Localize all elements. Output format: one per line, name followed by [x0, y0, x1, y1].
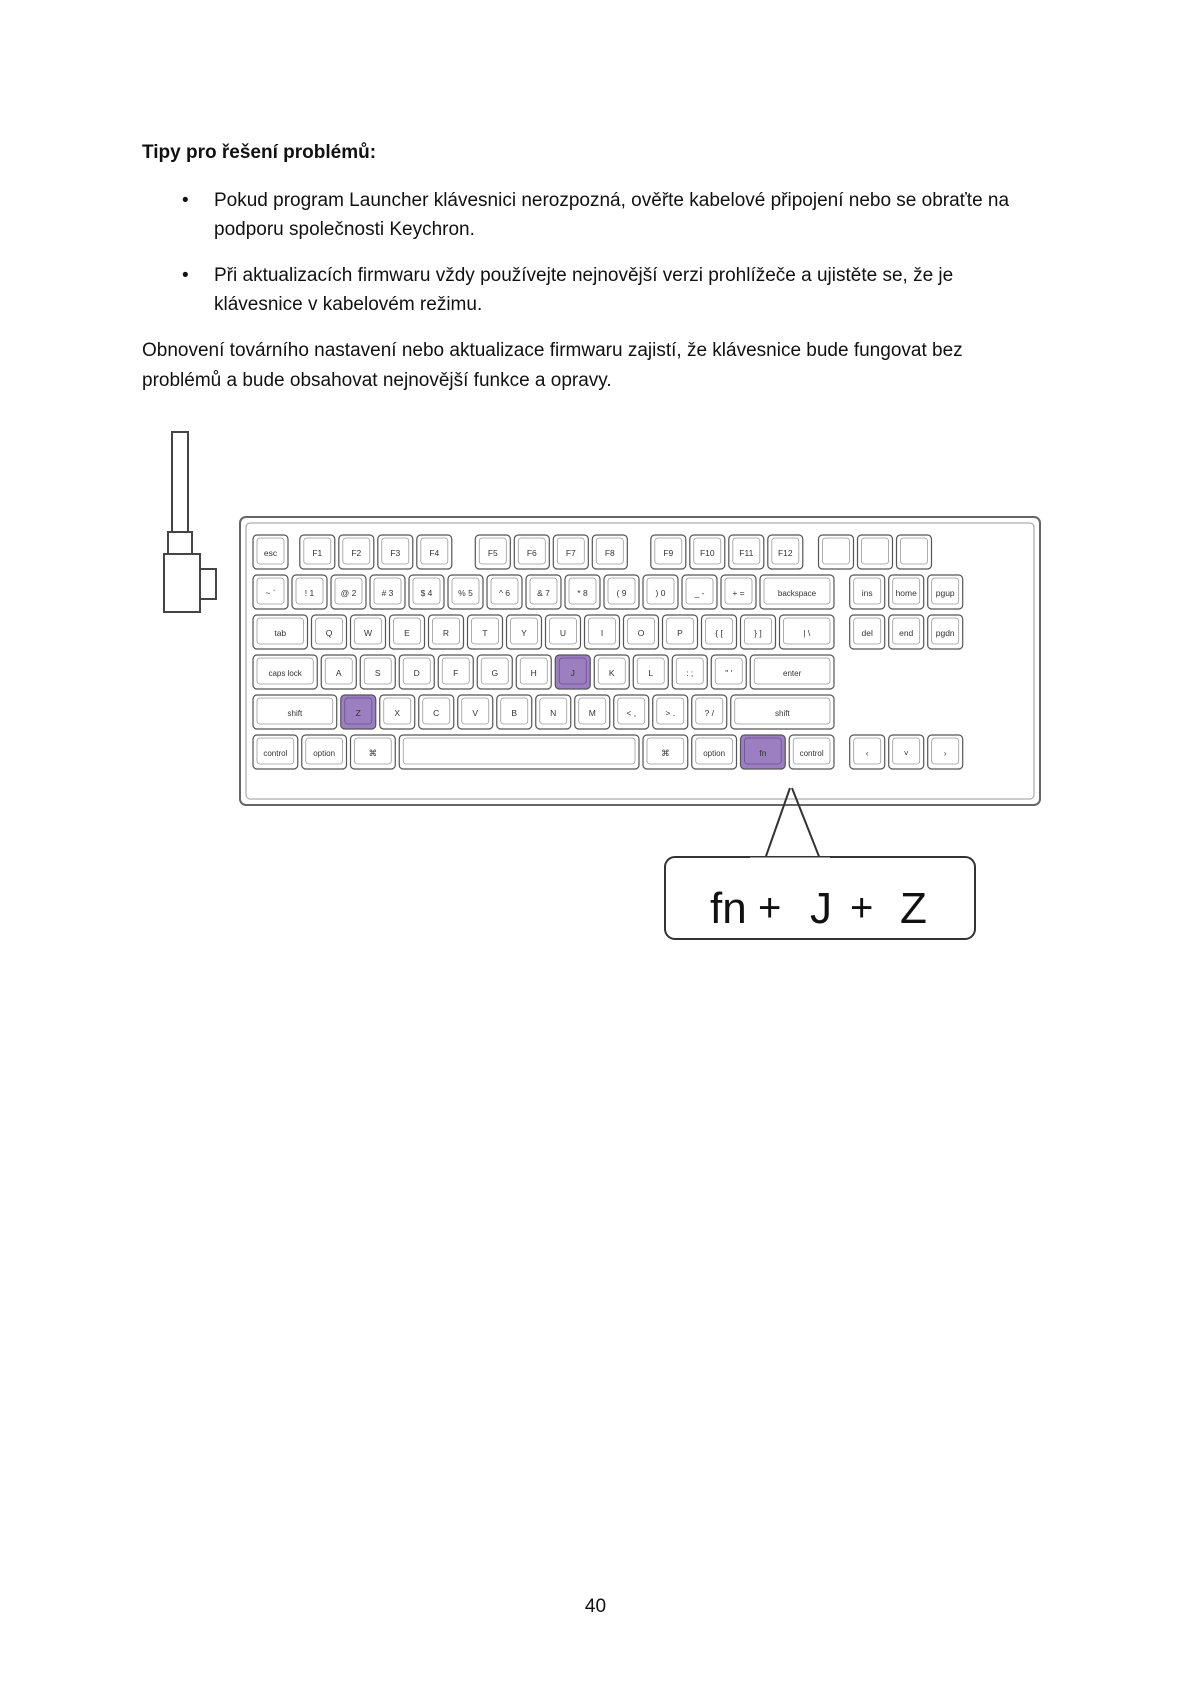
key-label: caps lock: [268, 669, 302, 678]
key-label: fn: [759, 748, 767, 758]
key-label: * 8: [577, 588, 588, 598]
key-label: enter: [783, 669, 802, 678]
key-label: P: [677, 628, 683, 638]
key-label: shift: [287, 709, 303, 718]
key-label: X: [394, 708, 401, 718]
key-label: end: [899, 628, 914, 638]
key-label: U: [559, 628, 567, 638]
key-label: $ 4: [420, 588, 433, 598]
key-label: | \: [803, 628, 811, 638]
key-label: F8: [604, 548, 615, 558]
combo-plus: +: [758, 886, 782, 930]
combo-key-fn: fn: [710, 884, 747, 933]
key-label: I: [600, 628, 604, 638]
key-label: F4: [429, 548, 440, 558]
key-label: ˅: [903, 748, 909, 758]
key-label: W: [363, 628, 373, 638]
combo-key-j: J: [810, 884, 832, 933]
key-label: T: [482, 628, 488, 638]
key-label: shift: [775, 709, 790, 718]
key-label: L: [648, 668, 654, 678]
key-label: E: [404, 628, 410, 638]
key-label: M: [588, 708, 596, 718]
key-label: @ 2: [340, 588, 357, 598]
bullet-icon: •: [182, 265, 189, 286]
key-label: F: [453, 668, 459, 678]
key-label: F9: [663, 548, 674, 558]
key-label: R: [442, 628, 450, 638]
key-label: G: [491, 668, 499, 678]
key-label: % 5: [458, 588, 473, 598]
key-label: A: [335, 668, 342, 678]
key-label: ! 1: [304, 588, 315, 598]
tip-text: Při aktualizacích firmwaru vždy používejte nejnovější verzi prohlížeče a ujistěte se, že je klávesnice v kabelovém režimu.: [214, 265, 954, 315]
key-label: O: [637, 628, 645, 638]
key-label: S: [374, 668, 381, 678]
page-number: 40: [584, 1596, 607, 1617]
key-label: Z: [355, 708, 361, 718]
key-label: + =: [732, 588, 745, 598]
key-label: : ;: [686, 668, 694, 678]
key-label: F2: [351, 548, 362, 558]
key-label: option: [703, 749, 726, 758]
tip-text: Pokud program Launcher klávesnici nerozpozná, ověřte kabelové připojení nebo se obraťte na podporu společnosti Keychron.: [214, 190, 1010, 240]
usb-cable-icon: [164, 432, 216, 612]
section-heading: Tipy pro řešení problémů:: [142, 142, 377, 163]
key-label: B: [511, 708, 518, 718]
key-label: F10: [699, 548, 715, 558]
key-label: _ -: [694, 588, 705, 598]
key-label: F11: [739, 548, 754, 558]
key-label: ( 9: [616, 588, 627, 598]
key-label: C: [433, 708, 440, 718]
key-label: } ]: [754, 628, 762, 638]
summary-paragraph: Obnovení továrního nastavení nebo aktualizace firmwaru zajistí, že klávesnice bude fungovat bez problémů a bude obsahovat nejnovější funkce a opravy.: [142, 340, 963, 391]
key-label: < ,: [626, 708, 637, 718]
key-label: esc: [263, 548, 278, 558]
key-label: ~ `: [265, 588, 276, 598]
bullet-icon: •: [182, 190, 189, 211]
list-item: [142, 186, 1042, 244]
key-label: ⌘: [368, 748, 378, 758]
combo-key-z: Z: [900, 884, 927, 933]
key-label: home: [895, 588, 917, 598]
key-label: backspace: [777, 589, 817, 598]
key-label: ? /: [704, 708, 714, 718]
key-label: pgup: [935, 588, 955, 598]
key-label: F1: [312, 548, 323, 558]
key-label: control: [799, 749, 824, 758]
key-label: F7: [565, 548, 576, 558]
key-label: control: [263, 749, 288, 758]
key-label: F5: [487, 548, 498, 558]
key-label: ^ 6: [498, 588, 511, 598]
key-label: ‹: [865, 748, 869, 758]
tips-list: [142, 186, 1042, 336]
key-label: Y: [521, 628, 527, 638]
combo-plus: +: [850, 886, 874, 930]
key-label: K: [608, 668, 615, 678]
key-label: ⌘: [661, 748, 670, 758]
key-label: Q: [325, 628, 333, 638]
key-label: D: [413, 668, 420, 678]
key-label: option: [313, 749, 336, 758]
list-item: [142, 261, 1042, 319]
key-label: V: [472, 708, 479, 718]
key-label: & 7: [537, 588, 550, 598]
key-label: " ': [725, 668, 733, 678]
key-label: ›: [943, 748, 947, 758]
key-label: > .: [665, 708, 676, 718]
key-label: F3: [390, 548, 401, 558]
key-label: del: [861, 628, 873, 638]
key-label: tab: [274, 628, 287, 638]
key-label: F6: [526, 548, 537, 558]
key-label: N: [550, 708, 557, 718]
keyboard-illustration: [150, 425, 1050, 945]
key-label: ins: [861, 588, 873, 598]
key-label: J: [570, 668, 575, 678]
key-label: H: [530, 668, 537, 678]
key-label: pgdn: [935, 628, 955, 638]
key-label: # 3: [381, 588, 394, 598]
key-label: F12: [777, 548, 793, 558]
key-label: { [: [715, 628, 723, 638]
key-label: ) 0: [655, 588, 666, 598]
